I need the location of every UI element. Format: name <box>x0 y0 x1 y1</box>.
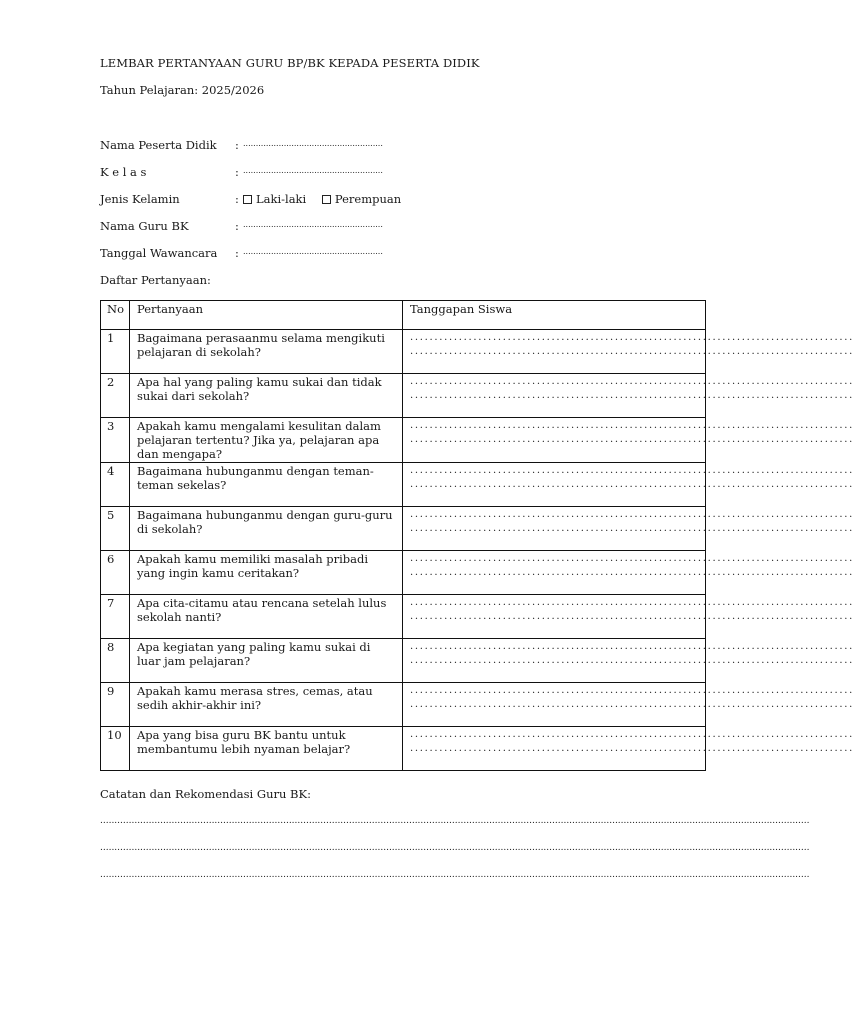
student-name-field[interactable]: ....................................................... <box>243 139 383 148</box>
row-response[interactable] <box>403 330 854 374</box>
gender-label: Jenis Kelamin <box>100 192 180 206</box>
notes-line[interactable]: ........................................................................................................................................................................................................................................................ <box>100 870 810 880</box>
row-number: 6 <box>101 551 130 595</box>
answer-line[interactable]: ........................................................................................... <box>410 346 854 357</box>
interview-date-label: Tanggal Wawancara <box>100 246 218 260</box>
table-header-row <box>101 301 706 330</box>
row-question: Apa yang bisa guru BK bantu untuk membantumu lebih nyaman belajar? <box>130 727 403 771</box>
document-title: LEMBAR PERTANYAAN GURU BP/BK KEPADA PESERTA DIDIK <box>100 56 480 70</box>
answer-line[interactable]: ........................................................................................... <box>410 553 854 564</box>
question-table <box>100 300 854 771</box>
row-number: 7 <box>101 595 130 639</box>
answer-line[interactable]: ........................................................................................... <box>410 743 854 754</box>
interview-date-field[interactable]: ....................................................... <box>243 247 383 256</box>
answer-line[interactable]: ........................................................................................... <box>410 465 854 476</box>
answer-line[interactable]: ........................................................................................... <box>410 420 854 431</box>
row-response[interactable] <box>403 418 854 463</box>
row-question: Apa cita-citamu atau rencana setelah lulus sekolah nanti? <box>130 595 403 639</box>
row-question: Apakah kamu memiliki masalah pribadi yang ingin kamu ceritakan? <box>130 551 403 595</box>
row-question: Apakah kamu merasa stres, cemas, atau sedih akhir-akhir ini? <box>130 683 403 727</box>
gender-option-female[interactable] <box>322 192 401 206</box>
row-response[interactable] <box>403 639 854 683</box>
row-response[interactable] <box>403 374 854 418</box>
row-number: 5 <box>101 507 130 551</box>
row-response[interactable] <box>403 683 854 727</box>
table-row <box>101 595 706 639</box>
student-name-colon: : <box>235 138 239 152</box>
answer-line[interactable]: ........................................................................................... <box>410 390 854 401</box>
answer-line[interactable]: ........................................................................................... <box>410 611 854 622</box>
answer-line[interactable]: ........................................................................................... <box>410 597 854 608</box>
notes-line[interactable]: ........................................................................................................................................................................................................................................................ <box>100 816 810 826</box>
teacher-name-colon: : <box>235 219 239 233</box>
row-question: Apa kegiatan yang paling kamu sukai di luar jam pelajaran? <box>130 639 403 683</box>
academic-year: Tahun Pelajaran: 2025/2026 <box>100 83 265 97</box>
table-row <box>101 374 706 418</box>
row-response[interactable] <box>403 727 854 771</box>
answer-line[interactable]: ........................................................................................... <box>410 434 854 445</box>
table-row <box>101 551 706 595</box>
row-question: Bagaimana hubunganmu dengan guru-guru di sekolah? <box>130 507 403 551</box>
gender-colon: : <box>235 192 239 206</box>
table-row <box>101 507 706 551</box>
row-number: 4 <box>101 463 130 507</box>
checkbox-icon[interactable] <box>322 195 331 204</box>
row-number: 3 <box>101 418 130 463</box>
gender-option-male[interactable] <box>243 192 306 206</box>
row-number: 8 <box>101 639 130 683</box>
table-row <box>101 418 706 463</box>
table-row <box>101 330 706 374</box>
row-number: 9 <box>101 683 130 727</box>
row-question: Apa hal yang paling kamu sukai dan tidak sukai dari sekolah? <box>130 374 403 418</box>
answer-line[interactable]: ........................................................................................... <box>410 376 854 387</box>
row-question: Bagaimana hubunganmu dengan teman-teman sekelas? <box>130 463 403 507</box>
checkbox-icon[interactable] <box>243 195 252 204</box>
gender-option-female-label: Perempuan <box>334 192 402 206</box>
answer-line[interactable]: ........................................................................................... <box>410 509 854 520</box>
row-response[interactable] <box>403 507 854 551</box>
class-colon: : <box>235 165 239 179</box>
row-question: Apakah kamu mengalami kesulitan dalam pelajaran tertentu? Jika ya, pelajaran apa dan mengapa? <box>130 418 403 463</box>
header-number: No <box>101 301 130 330</box>
row-response[interactable] <box>403 551 854 595</box>
table-row <box>101 683 706 727</box>
table-row <box>101 727 706 771</box>
row-question: Bagaimana perasaanmu selama mengikuti pelajaran di sekolah? <box>130 330 403 374</box>
answer-line[interactable]: ........................................................................................... <box>410 479 854 490</box>
row-number: 10 <box>101 727 130 771</box>
table-row <box>101 639 706 683</box>
teacher-name-field[interactable]: ....................................................... <box>243 220 383 229</box>
counselor-notes-title: Catatan dan Rekomendasi Guru BK: <box>100 787 311 801</box>
notes-line[interactable]: ........................................................................................................................................................................................................................................................ <box>100 843 810 853</box>
row-response[interactable] <box>403 463 854 507</box>
teacher-name-label: Nama Guru BK <box>100 219 189 233</box>
answer-line[interactable]: ........................................................................................... <box>410 685 854 696</box>
header-response: Tanggapan Siswa <box>403 301 706 330</box>
answer-line[interactable]: ........................................................................................... <box>410 699 854 710</box>
class-label: K e l a s <box>100 165 147 179</box>
gender-option-male-label: Laki-laki <box>256 192 307 206</box>
answer-line[interactable]: ........................................................................................... <box>410 567 854 578</box>
header-question: Pertanyaan <box>130 301 403 330</box>
student-name-label: Nama Peserta Didik <box>100 138 217 152</box>
gender-options <box>243 192 413 206</box>
answer-line[interactable]: ........................................................................................... <box>410 655 854 666</box>
answer-line[interactable]: ........................................................................................... <box>410 523 854 534</box>
answer-line[interactable]: ........................................................................................... <box>410 641 854 652</box>
row-response[interactable] <box>403 595 854 639</box>
table-row <box>101 463 706 507</box>
question-list-title: Daftar Pertanyaan: <box>100 273 211 287</box>
class-field[interactable]: ....................................................... <box>243 166 383 175</box>
interview-date-colon: : <box>235 246 239 260</box>
answer-line[interactable]: ........................................................................................... <box>410 729 854 740</box>
row-number: 2 <box>101 374 130 418</box>
answer-line[interactable]: ........................................................................................... <box>410 332 854 343</box>
row-number: 1 <box>101 330 130 374</box>
